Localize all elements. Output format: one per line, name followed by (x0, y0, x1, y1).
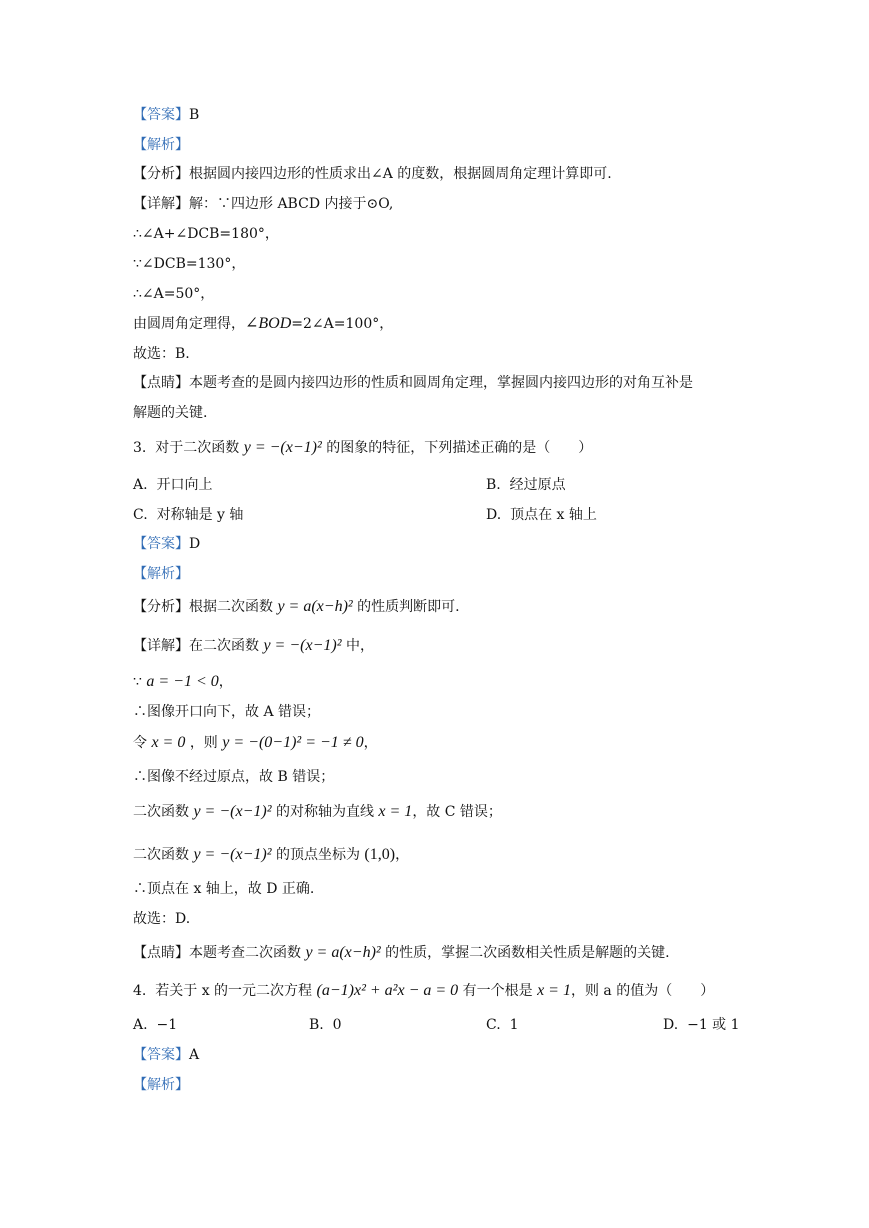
jiexi-tag: 【解析】 (133, 137, 189, 153)
fenxi-line-q3 (133, 597, 753, 617)
option-c: C. 对称轴是 y 轴 (133, 507, 244, 523)
formula: y = −(x−1)² (243, 439, 322, 456)
question-text: ，则 a 的值为（ ） (570, 983, 715, 999)
option-a: A. −1 (133, 1017, 178, 1033)
fenxi-text: 根据圆内接四边形的性质求出∠A 的度数，根据圆周角定理计算即可. (189, 166, 612, 182)
step-line: ∵ a = −1 < 0， (133, 673, 233, 690)
step-line: 令 x = 0 ，则 y = −(0−1)² = −1 ≠ 0， (133, 734, 378, 751)
step-line: ∴图像开口向下，故 A 错误； (133, 704, 321, 720)
answer-line-q4 (133, 1045, 753, 1065)
question-3 (133, 438, 753, 458)
xiangjie-text: 中， (345, 638, 374, 654)
step-line: ∴∠A=50°， (133, 286, 215, 302)
option-b: B. 经过原点 (486, 477, 566, 493)
option-a: A. 开口向上 (133, 477, 213, 493)
fenxi-text: 的性质判断即可. (357, 599, 460, 615)
formula: x = 0 (151, 734, 186, 751)
xiangjie-text: 解：∵四边形 ABCD 内接于⊙O, (189, 196, 394, 212)
answer-value: D (189, 536, 201, 552)
xiangjie-line-q2 (133, 194, 753, 214)
question-number: 3. (133, 440, 147, 456)
step-line (133, 314, 753, 334)
question-number: 4. (133, 983, 147, 999)
dianjing-tag: 【点睛】 (133, 375, 189, 391)
formula: y = −(x−1)² (193, 846, 272, 863)
step-line: ∴顶点在 x 轴上，故 D 正确. (133, 881, 315, 897)
answer-tag: 【答案】 (133, 536, 189, 552)
option-c: C. 1 (486, 1017, 519, 1033)
formula: y = −(x−1)² (263, 637, 342, 654)
question-text: 有一个根是 (462, 983, 533, 999)
question-text: 若关于 x 的一元二次方程 (155, 983, 313, 999)
xiangjie-text: 在二次函数 (189, 638, 259, 654)
fenxi-tag: 【分析】 (133, 599, 189, 615)
jiexi-tag: 【解析】 (133, 566, 189, 582)
step-line: ∵∠DCB=130°， (133, 256, 246, 272)
formula: x = 1 (378, 803, 413, 820)
option-d: D. −1 或 1 (663, 1017, 740, 1033)
angle-bod: ∠BOD (245, 315, 292, 332)
fenxi-line-q2 (133, 164, 753, 184)
answer-line-q3 (133, 534, 753, 554)
xiangjie-tag: 【详解】 (133, 196, 189, 212)
dianjing-line-q2-cont: 解题的关键. (133, 405, 208, 421)
step-line: ∴图像不经过原点，故 B 错误； (133, 769, 335, 785)
xiangjie-line-q3 (133, 636, 753, 656)
formula: (a−1)x² + a²x − a = 0 (316, 982, 459, 999)
xiangjie-tag: 【详解】 (133, 638, 189, 654)
step-line: 二次函数 y = −(x−1)² 的对称轴为直线 x = 1，故 C 错误； (133, 803, 502, 820)
dianjing-line-q2 (133, 373, 753, 393)
question-text: 对于二次函数 (155, 440, 240, 456)
option-b: B. 0 (309, 1017, 342, 1033)
formula: x = 1 (537, 982, 571, 999)
answer-value: B (189, 107, 200, 123)
dianjing-text: 本题考查二次函数 (189, 945, 301, 961)
answer-tag: 【答案】 (133, 107, 189, 123)
answer-tag: 【答案】 (133, 1047, 189, 1063)
formula: (1,0) (364, 846, 396, 863)
fenxi-text: 根据二次函数 (189, 599, 273, 615)
formula: y = a(x−h)² (277, 598, 353, 615)
dianjing-text: 本题考查的是圆内接四边形的性质和圆周角定理，掌握圆内接四边形的对角互补是 (189, 375, 693, 391)
choice-line: 故选：B. (133, 346, 190, 362)
fenxi-tag: 【分析】 (133, 166, 189, 182)
question-text: 的图象的特征，下列描述正确的是（ ） (326, 440, 593, 456)
formula: y = a(x−h)² (305, 944, 381, 961)
answer-value: A (189, 1047, 200, 1063)
dianjing-line-q3 (133, 943, 753, 963)
step-text: =2∠A=100°， (291, 316, 394, 332)
formula: y = −(x−1)² (193, 803, 272, 820)
dianjing-tag: 【点睛】 (133, 945, 189, 961)
step-line: ∴∠A+∠DCB=180°， (133, 226, 279, 242)
option-d: D. 顶点在 x 轴上 (486, 507, 597, 523)
jiexi-tag: 【解析】 (133, 1077, 189, 1093)
question-4 (133, 981, 753, 1001)
step-text: 由圆周角定理得， (133, 316, 245, 332)
dianjing-text: 的性质，掌握二次函数相关性质是解题的关键. (385, 945, 670, 961)
formula: y = −(0−1)² = −1 ≠ 0 (222, 734, 364, 751)
step-line: 二次函数 y = −(x−1)² 的顶点坐标为 (1,0)， (133, 846, 410, 863)
answer-line-q2 (133, 105, 753, 125)
formula: a = −1 < 0 (146, 673, 219, 690)
choice-line: 故选：D. (133, 911, 191, 927)
